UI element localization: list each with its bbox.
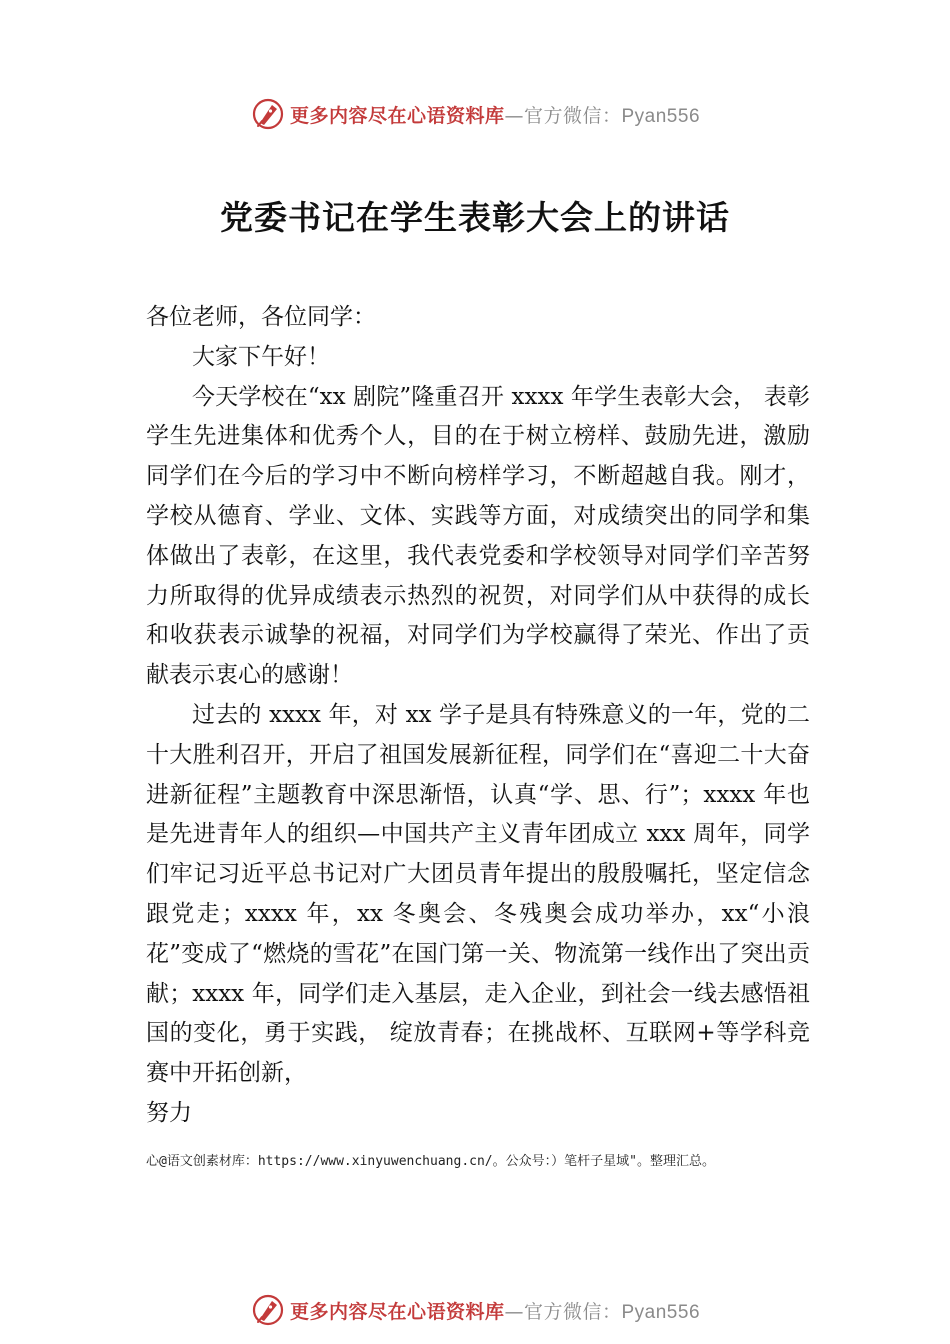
pen-nib-logo-icon	[250, 1292, 286, 1328]
paragraph-2: 过去的 xxxx 年，对 xx 学子是具有特殊意义的一年，党的二十大胜利召开，开启了祖国发展新征程，同学们在“喜迎二十大奋进新征程”主题教育中深思渐悟，认真“学、思、行”；xxxx 年也是先进青年人的组织—中国共产主义青年团成立 xxx 周年，同学们牢记习近平总书记对广大团员青年提出的殷殷嘱托，坚定信念跟党走；xxxx 年，xx 冬奥会、冬残奥会成功举办，xx“小浪花”变成了“燃烧的雪花”在国门第一关、物流第一线作出了突出贡献；xxxx 年，同学们走入基层，走入企业，到社会一线去感悟祖国的变化，勇于实践， 绽放青春；在挑战杯、互联网+等学科竞赛中开拓创新，	[146, 701, 810, 1087]
paragraph-2-tail: 努力	[146, 1099, 192, 1126]
salutation: 各位老师，各位同学：	[146, 304, 376, 330]
header-banner-text	[290, 101, 700, 128]
footer-source-note: 心@语文创素材库：https://www.xinyuwenchuang.cn/。公众号：）笔杆子星域"。整理汇总。	[146, 1154, 715, 1169]
header-banner-red: 更多内容尽在心语资料库	[289, 104, 505, 127]
footer-banner-id: Pyan556	[621, 1301, 701, 1323]
footer-banner	[0, 1290, 950, 1330]
footer-banner-text	[290, 1297, 700, 1324]
footer-banner-gray: —官方微信：	[504, 1300, 622, 1323]
greeting: 大家下午好！	[192, 343, 330, 370]
header-banner	[0, 94, 950, 134]
header-banner-id: Pyan556	[621, 105, 701, 127]
header-banner-gray: —官方微信：	[504, 104, 622, 127]
pen-nib-logo-icon	[250, 96, 286, 132]
paragraph-1: 今天学校在“xx 剧院”隆重召开 xxxx 年学生表彰大会， 表彰学生先进集体和优秀个人，目的在于树立榜样、鼓励先进，激励同学们在今后的学习中不断向榜样学习，不断超越自我。刚才，学校从德育、学业、文体、实践等方面，对成绩突出的同学和集体做出了表彰，在这里，我代表党委和学校领导对同学们辛苦努力所取得的优异成绩表示热烈的祝贺，对同学们从中获得的成长和收获表示诚挚的祝福，对同学们为学校赢得了荣光、作出了贡献表示衷心的感谢！	[146, 383, 810, 689]
footer-banner-red: 更多内容尽在心语资料库	[289, 1300, 505, 1323]
document-body	[146, 298, 810, 1134]
document-title: 党委书记在学生表彰大会上的讲话	[220, 198, 730, 237]
